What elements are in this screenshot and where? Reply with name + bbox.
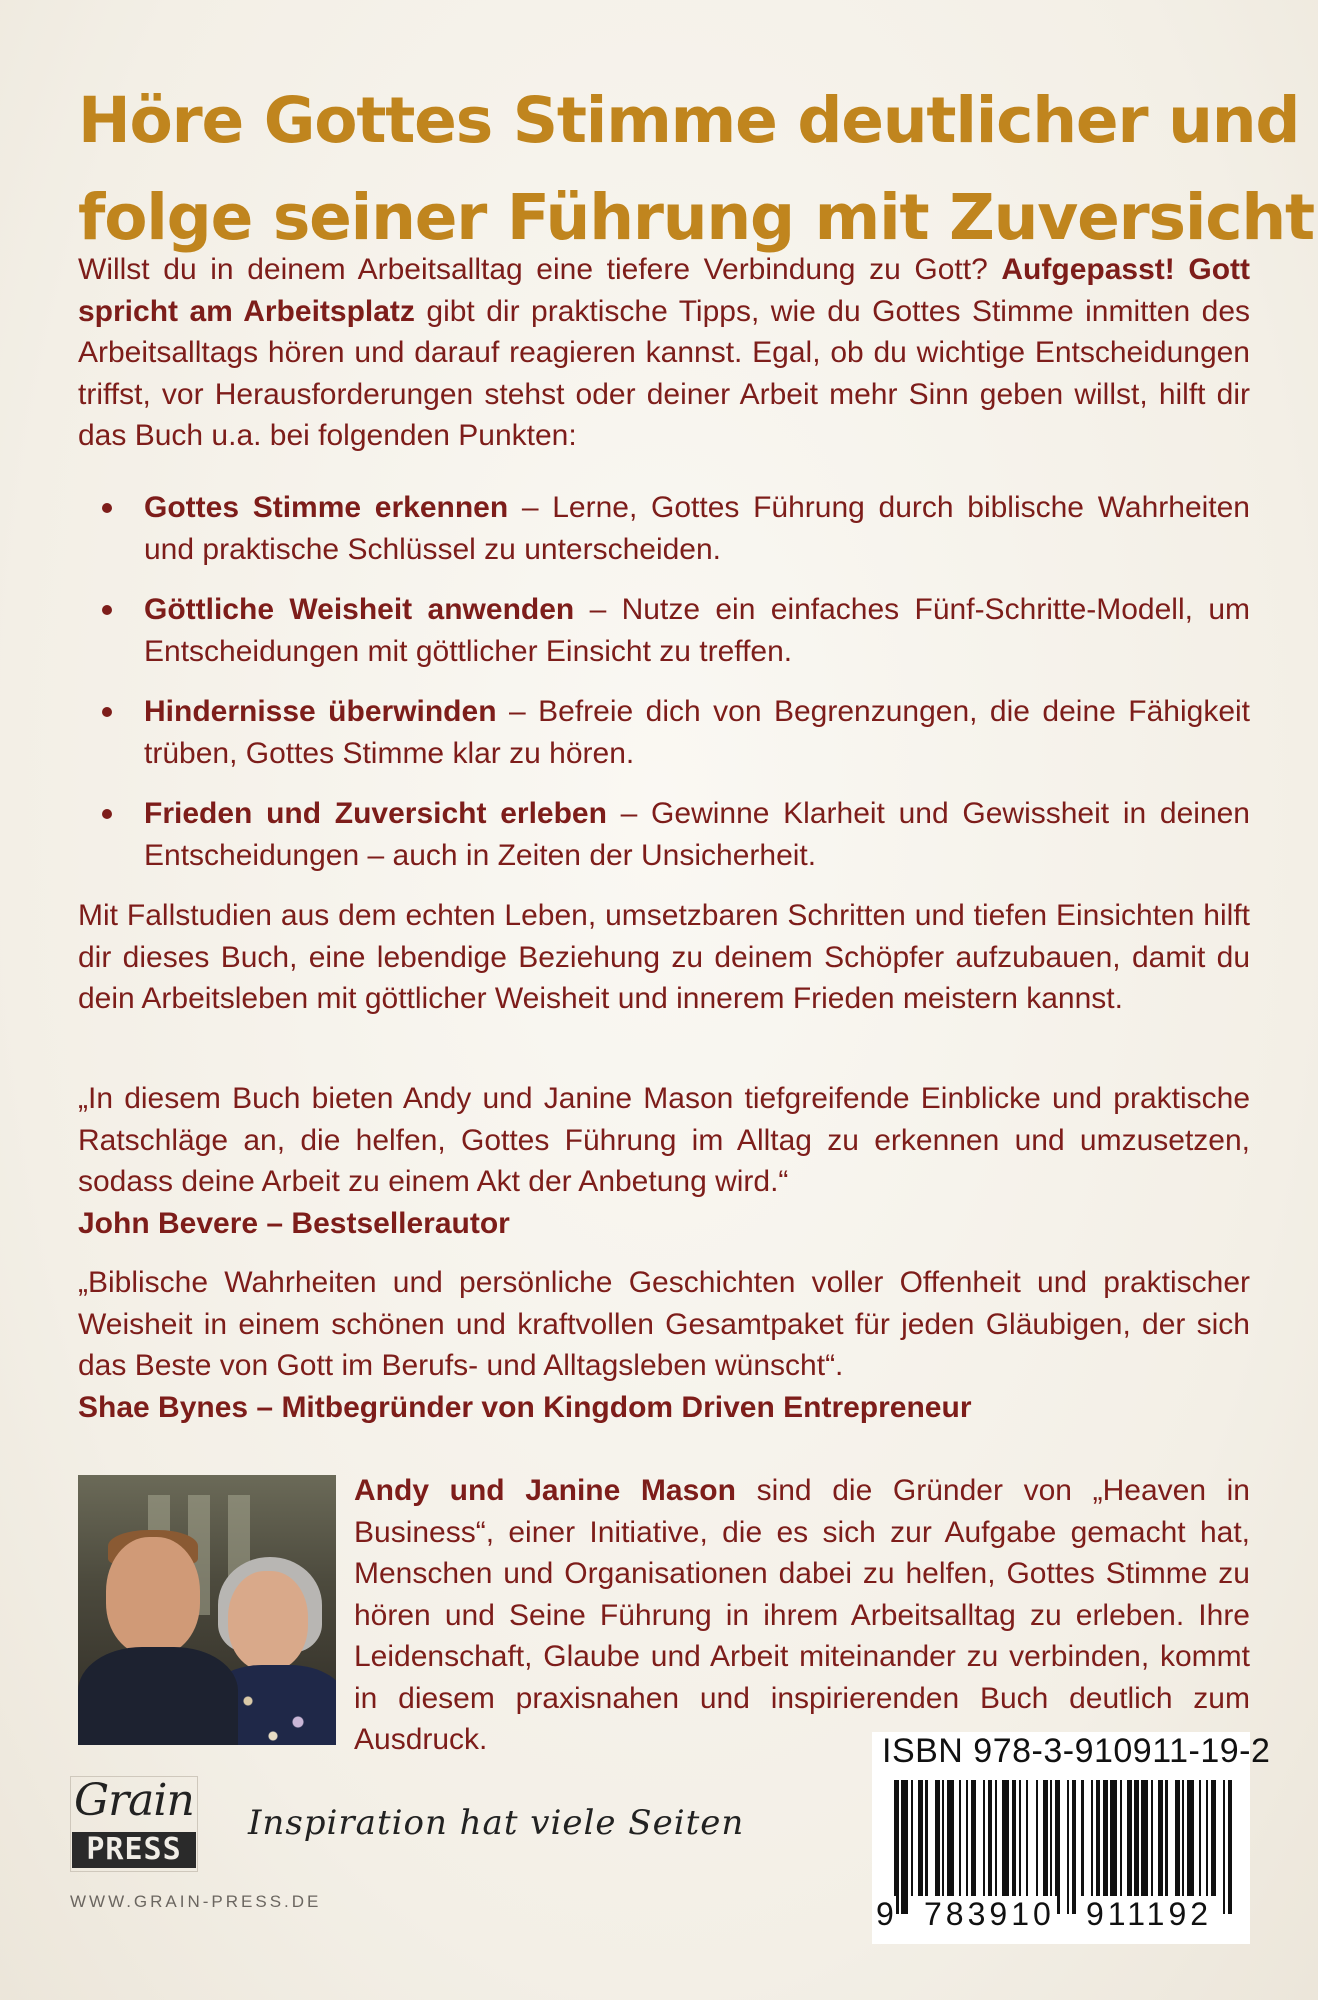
barcode-bar bbox=[1175, 1780, 1180, 1896]
barcode-bar bbox=[995, 1780, 997, 1896]
barcode-bar bbox=[983, 1780, 985, 1896]
benefit-text: – Befreie dich von Begrenzungen, die deine Fähigkeit trüben, Gottes Stimme klar zu hören. bbox=[144, 695, 1251, 770]
barcode-bar bbox=[1206, 1780, 1208, 1896]
benefit-item bbox=[78, 487, 1250, 571]
intro-book-title: Aufgepasst! Gott spricht am Arbeitsplatz bbox=[78, 253, 1251, 328]
summary-paragraph: Mit Fallstudien aus dem echten Leben, umsetzbaren Schritten und tiefen Einsichten hilft dir dieses Buch, eine lebendige Beziehung zu deinem Schöpfer aufzubauen, damit du dein Arbeitsleben mit göttlicher Weisheit und innerem Frieden meistern kannst. bbox=[78, 899, 1250, 1015]
intro-paragraph bbox=[78, 249, 1250, 457]
benefit-text: – Nutze ein einfaches Fünf-Schritte-Modell, um Entscheidungen mit göttlicher Einsicht zu treffen. bbox=[144, 593, 1250, 668]
isbn-barcode bbox=[872, 1732, 1271, 1944]
author-photo bbox=[78, 1475, 336, 1745]
barcode-bar bbox=[1110, 1780, 1117, 1896]
barcode-bar bbox=[971, 1780, 976, 1896]
author-bio bbox=[354, 1470, 1250, 1761]
headline-line-2: folge seiner Führung mit Zuversicht bbox=[78, 181, 1314, 254]
headline-line-1: Höre Gottes Stimme deutlicher und bbox=[78, 84, 1300, 157]
endorsement-quote-1 bbox=[78, 1078, 1250, 1244]
barcode-bar bbox=[966, 1780, 968, 1896]
barcode-digits-left: 783910 bbox=[924, 1896, 1055, 1932]
barcode-bar bbox=[918, 1780, 923, 1896]
barcode-bar bbox=[1081, 1780, 1083, 1896]
quote-text: „In diesem Buch bieten Andy und Janine Mason tiefgreifende Einblicke und praktische Ratschläge an, die helfen, Gottes Führung im Alltag zu erkennen und umzusetzen, sodass deine Arbeit zu einem Akt der Anbetung wird.“ bbox=[78, 1082, 1250, 1198]
logo-wordmark-top: Grain bbox=[74, 1775, 194, 1826]
barcode-bar bbox=[894, 1780, 899, 1914]
isbn-label: ISBN 978-3-910911-19-2 bbox=[882, 1732, 1271, 1770]
barcode-bar bbox=[1096, 1780, 1101, 1896]
barcode-bar bbox=[911, 1780, 913, 1896]
benefit-text: – Gewinne Klarheit und Gewissheit in deinen Entscheidungen – auch in Zeiten der Unsicherheit. bbox=[144, 797, 1250, 872]
barcode-bar bbox=[1199, 1780, 1201, 1896]
barcode-bar bbox=[1182, 1780, 1184, 1896]
barcode-bar bbox=[1043, 1780, 1048, 1896]
barcode-bar bbox=[1036, 1780, 1038, 1896]
quote-text: „Biblische Wahrheiten und persönliche Geschichten voller Offenheit und praktischer Weisheit in einem schönen und kraftvollen Gesamtpaket für jeden Gläubigen, der sich das Beste von Gott im Berufs- und Alltagsleben wünscht“. bbox=[78, 1266, 1250, 1382]
quote-attribution: Shae Bynes – Mitbegründer von Kingdom Driven Entrepreneur bbox=[78, 1390, 972, 1424]
barcode-bar bbox=[1141, 1780, 1148, 1896]
barcode-bar bbox=[1091, 1780, 1093, 1896]
barcode-bar bbox=[1134, 1780, 1139, 1896]
barcode-bar bbox=[1067, 1780, 1069, 1914]
barcode-bar bbox=[901, 1780, 908, 1914]
barcode-bar bbox=[942, 1780, 944, 1896]
barcode-bar bbox=[1055, 1780, 1060, 1914]
barcode-digit-first: 9 bbox=[876, 1896, 894, 1932]
benefit-text: – Lerne, Gottes Führung durch biblische Wahrheiten und praktische Schlüssel zu unterscheiden. bbox=[144, 491, 1250, 566]
bullet-icon bbox=[102, 503, 112, 513]
barcode-bar bbox=[1120, 1780, 1122, 1896]
publisher-website: WWW.GRAIN-PRESS.DE bbox=[70, 1892, 322, 1911]
benefit-item bbox=[78, 793, 1250, 877]
intro-text-start: Willst du in deinem Arbeitsalltag eine tiefere Verbindung zu Gott? bbox=[78, 253, 1002, 286]
barcode-bar bbox=[1050, 1780, 1052, 1896]
benefit-title: Hindernisse überwinden bbox=[144, 695, 497, 728]
barcode-bar bbox=[1127, 1780, 1132, 1896]
barcode-bar bbox=[1019, 1780, 1021, 1896]
barcode-bar bbox=[947, 1780, 954, 1896]
headline bbox=[78, 72, 1314, 266]
benefit-title: Gottes Stimme erkennen bbox=[144, 491, 509, 524]
benefit-title: Frieden und Zuversicht erleben bbox=[144, 797, 607, 830]
bullet-icon bbox=[102, 605, 112, 615]
benefit-item bbox=[78, 589, 1250, 673]
benefit-item bbox=[78, 691, 1250, 775]
barcode-bar bbox=[1151, 1780, 1153, 1896]
barcode-bar bbox=[1165, 1780, 1167, 1896]
barcode-digits-right: 911192 bbox=[1086, 1896, 1213, 1932]
barcode-bar bbox=[925, 1780, 927, 1896]
barcode-bar bbox=[1026, 1780, 1028, 1896]
barcode-bar bbox=[959, 1780, 961, 1896]
author-names: Andy und Janine Mason bbox=[354, 1474, 736, 1507]
barcode-bar bbox=[1228, 1780, 1233, 1914]
endorsement-quote-2 bbox=[78, 1262, 1250, 1428]
barcode-bar bbox=[1187, 1780, 1194, 1896]
barcode-bar bbox=[1002, 1780, 1009, 1896]
barcode-bar bbox=[935, 1780, 940, 1896]
bullet-icon bbox=[102, 809, 112, 819]
bullet-icon bbox=[102, 707, 112, 717]
author-bio-text: sind die Gründer von „Heaven in Business“, einer Initiative, die es sich zur Aufgabe gemacht hat, Menschen und Organisationen dabei zu helfen, Gottes Stimme zu hören und Seine Führung in ihrem Arbeitsalltag zu erleben. Ihre Leidenschaft, Glaube und Arbeit miteinander zu verbinden, kommt in diesem praxisnahen und inspirierenden Buch deutlich zum Ausdruck. bbox=[354, 1474, 1250, 1756]
publisher-tagline: Inspiration hat viele Seiten bbox=[248, 1803, 745, 1843]
barcode-bar bbox=[1103, 1780, 1108, 1896]
barcode-bar bbox=[1012, 1780, 1017, 1896]
benefit-title: Göttliche Weisheit anwenden bbox=[144, 593, 575, 626]
quote-attribution: John Bevere – Bestsellerautor bbox=[78, 1206, 510, 1240]
publisher-logo bbox=[70, 1776, 198, 1872]
barcode-bar bbox=[988, 1780, 993, 1896]
barcode-bar bbox=[1072, 1780, 1077, 1914]
barcode-bar bbox=[1211, 1780, 1216, 1896]
benefit-list bbox=[78, 487, 1250, 895]
barcode-bar bbox=[1223, 1780, 1225, 1914]
barcode-bar bbox=[1158, 1780, 1163, 1896]
intro-text-end: gibt dir praktische Tipps, wie du Gottes Stimme inmitten des Arbeitsalltags hören und darauf reagieren kannst. Egal, ob du wichtige Entscheidungen triffst, vor Herausforderungen stehst oder deiner Arbeit mehr Sinn geben willst, hilft dir das Buch u.a. bei folgenden Punkten: bbox=[78, 294, 1250, 452]
logo-wordmark-bottom: PRESS bbox=[72, 1832, 196, 1868]
